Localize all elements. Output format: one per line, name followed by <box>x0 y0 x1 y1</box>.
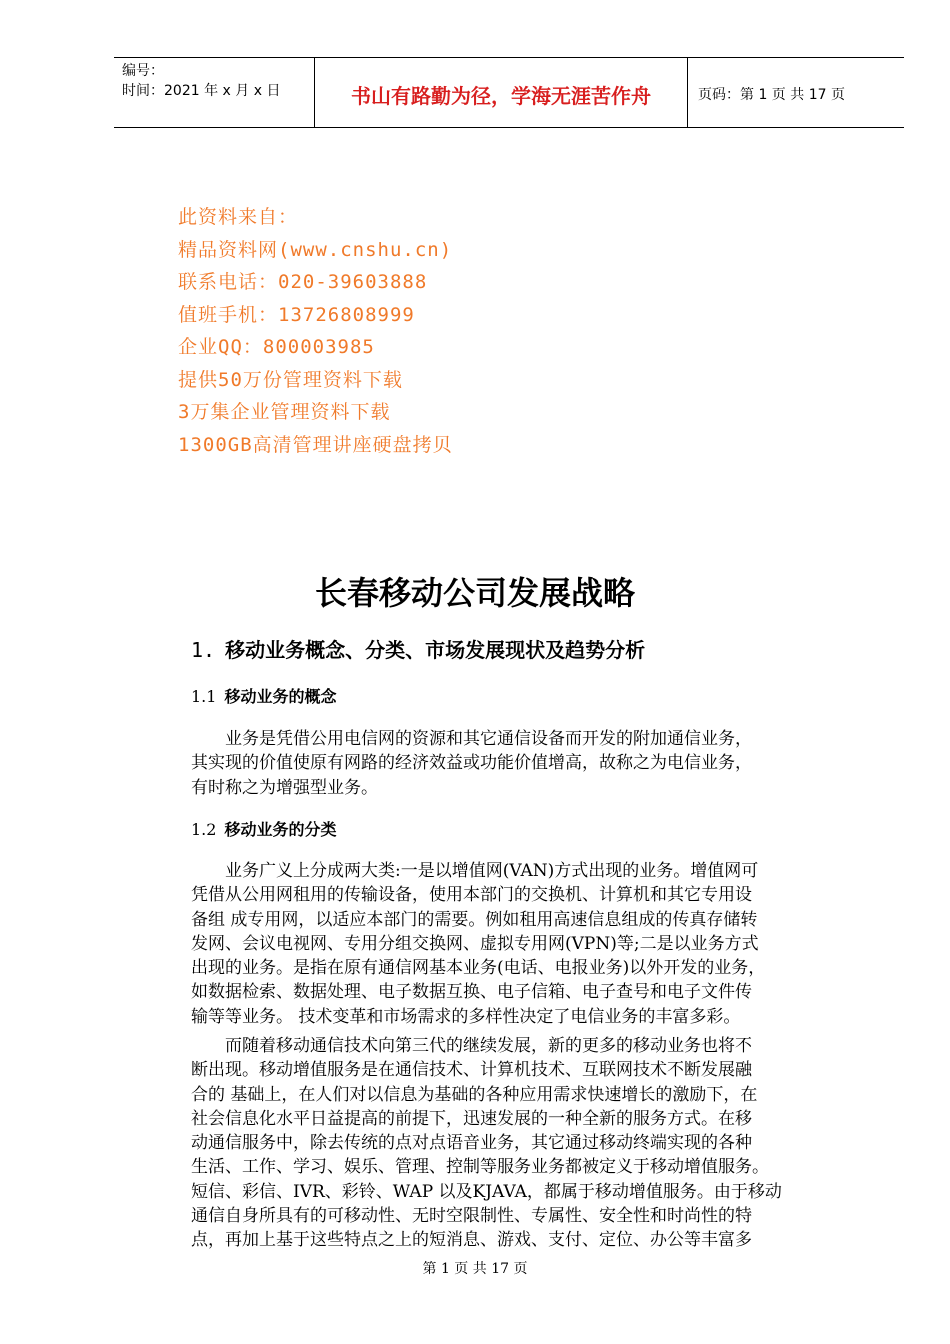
page-footer: 第 1 页 共 17 页 <box>422 1261 528 1277</box>
paragraph-line: 生活、工作、学习、娱乐、管理、控制等服务业务都被定义于移动增值服务。 <box>191 1157 769 1178</box>
section-1-1-heading <box>191 684 336 707</box>
header-page-cell <box>688 58 904 127</box>
paragraph-line: 出现的业务。是指在原有通信网基本业务(电话、电报业务)以外开发的业务， <box>191 958 766 979</box>
paragraph-line: 备组 成专用网，以适应本部门的需要。例如租用高速信息组成的传真存储转 <box>191 909 758 930</box>
ad-line: 此资料来自： <box>178 206 299 228</box>
ad-line: 3万集企业管理资料下载 <box>178 401 391 423</box>
paragraph-line: 有时称之为增强型业务。 <box>191 777 378 798</box>
ad-line: 企业QQ：800003985 <box>178 336 375 358</box>
paragraph-line: 如数据检索、数据处理、电子数据互换、电子信箱、电子查号和电子文件传 <box>191 982 752 1003</box>
paragraph-line: 断出现。移动增值服务是在通信技术、计算机技术、互联网技术不断发展融 <box>191 1060 752 1081</box>
paragraph-line: 业务广义上分成两大类:一是以增值网(VAN)方式出现的业务。增值网可 <box>191 861 759 881</box>
section-title: 移动业务的分类 <box>224 820 337 839</box>
source-ad-block <box>178 201 453 461</box>
paragraph-line: 其实现的价值使原有网路的经济效益或功能价值增高，故称之为电信业务， <box>191 753 752 774</box>
header-motto-cell <box>315 58 688 127</box>
section-number: 1. <box>191 638 216 662</box>
document-title: 长春移动公司发展战略 <box>314 574 635 612</box>
section-number: 1.2 <box>191 820 217 839</box>
paragraph-line: 社会信息化水平日益提高的前提下，迅速发展的一种全新的服务方式。在移 <box>191 1108 752 1129</box>
paragraph-line: 动通信服务中，除去传统的点对点语音业务，其它通过移动终端实现的各种 <box>191 1133 752 1154</box>
section-1-1-paragraph <box>191 727 841 800</box>
section-1-heading <box>191 634 645 663</box>
ad-line: 值班手机：13726808999 <box>178 303 415 326</box>
header-meta-cell <box>114 58 315 127</box>
ad-line: 1300GB高清管理讲座硬盘拷贝 <box>178 433 453 456</box>
paragraph-line: 而随着移动通信技术向第三代的继续发展，新的更多的移动业务也将不 <box>191 1036 752 1056</box>
motto: 书山有路勤为径，学海无涯苦作舟 <box>351 84 651 108</box>
section-1-2-paragraph-2 <box>191 1034 841 1253</box>
paragraph-line: 合的 基础上，在人们对以信息为基础的各种应用需求快速增长的激励下，在 <box>191 1084 758 1105</box>
ad-line: 联系电话：020-39603888 <box>178 271 428 293</box>
section-title: 移动业务的概念 <box>224 687 337 706</box>
serial-label: 编号： <box>122 63 164 79</box>
paragraph-line: 业务是凭借公用电信网的资源和其它通信设备而开发的附加通信业务， <box>191 729 752 749</box>
section-1-2-paragraph-1 <box>191 859 841 1029</box>
section-1-2-heading <box>191 817 336 840</box>
section-title: 移动业务概念、分类、市场发展现状及趋势分析 <box>225 638 646 662</box>
page-info: 页码：第 1 页 共 17 页 <box>698 87 845 103</box>
paragraph-line: 输等等业务。 技术变革和市场需求的多样性决定了电信业务的丰富多彩。 <box>191 1006 741 1027</box>
paragraph-line: 发网、会议电视网、专用分组交换网、虚拟专用网(VPN)等;二是以业务方式 <box>191 933 759 954</box>
ad-line: 精品资料网(www.cnshu.cn) <box>178 238 453 261</box>
section-number: 1.1 <box>191 687 217 706</box>
paragraph-line: 凭借从公用网租用的传输设备，使用本部门的交换机、计算机和其它专用设 <box>191 885 752 906</box>
paragraph-line: 短信、彩信、IVR、彩铃、WAP 以及KJAVA，都属于移动增值服务。由于移动 <box>191 1181 782 1202</box>
paragraph-line: 点，再加上基于这些特点之上的短消息、游戏、支付、定位、办公等丰富多 <box>191 1230 752 1251</box>
header-table <box>114 57 904 128</box>
time-label: 时间：2021 年 x 月 x 日 <box>122 83 281 99</box>
ad-line: 提供50万份管理资料下载 <box>178 368 403 391</box>
paragraph-line: 通信自身所具有的可移动性、无时空限制性、专属性、安全性和时尚性的特 <box>191 1206 752 1227</box>
